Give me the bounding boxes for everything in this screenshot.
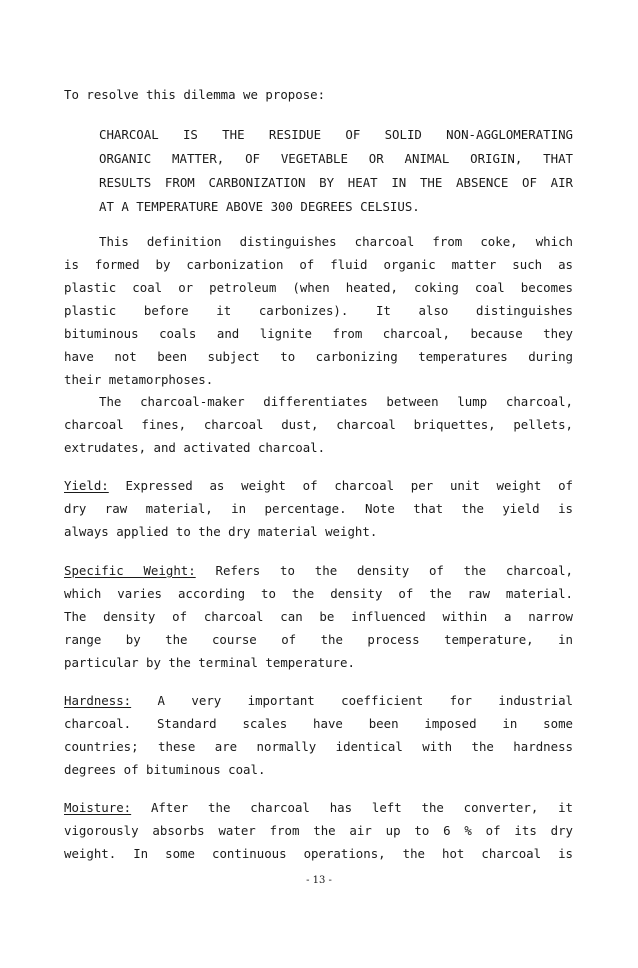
paragraph-line: extrudates, and activated charcoal.	[64, 440, 326, 455]
definition-line: ORGANIC MATTER, OF VEGETABLE OR ANIMAL ORIGIN, THAT	[99, 151, 573, 166]
paragraph-line: particular by the terminal temperature.	[64, 655, 355, 670]
paragraph-line: which varies according to the density of the raw material.	[64, 586, 573, 601]
term-moisture: Moisture:	[64, 800, 132, 815]
paragraph-line: their metamorphoses.	[64, 372, 214, 387]
paragraph-line: This definition distinguishes charcoal from coke, which	[99, 234, 573, 249]
paragraph-line: bituminous coals and lignite from charcoal, because they	[64, 326, 573, 341]
paragraph-line: plastic coal or petroleum (when heated, coking coal becomes	[64, 280, 573, 295]
paragraph-line: The density of charcoal can be influenced within a narrow	[64, 609, 573, 624]
paragraph-line: charcoal. Standard scales have been imposed in some	[64, 716, 573, 731]
paragraph-line: countries; these are normally identical with the hardness	[64, 739, 573, 754]
paragraph-line: range by the course of the process temperature, in	[64, 632, 573, 647]
paragraph-line: charcoal fines, charcoal dust, charcoal briquettes, pellets,	[64, 417, 573, 432]
paragraph-line: plastic before it carbonizes). It also distinguishes	[64, 303, 573, 318]
definition-line: CHARCOAL IS THE RESIDUE OF SOLID NON-AGGLOMERATING	[99, 127, 573, 142]
paragraph-line: Moisture: After the charcoal has left the converter, it	[64, 800, 573, 815]
paragraph-line: The charcoal-maker differentiates between lump charcoal,	[99, 394, 573, 409]
paragraph-line: degrees of bituminous coal.	[64, 762, 266, 777]
definition-line: AT A TEMPERATURE ABOVE 300 DEGREES CELSIUS.	[99, 199, 420, 214]
term-specific-weight: Specific Weight:	[64, 563, 196, 578]
term-yield: Yield:	[64, 478, 109, 493]
intro-line: To resolve this dilemma we propose:	[64, 87, 326, 102]
paragraph-line: is formed by carbonization of fluid organic matter such as	[64, 257, 573, 272]
paragraph-line: Specific Weight: Refers to the density of the charcoal,	[64, 563, 574, 578]
paragraph-line: vigorously absorbs water from the air up to 6 % of its dry	[64, 823, 573, 838]
paragraph-line: Hardness: A very important coefficient for industrial	[64, 693, 573, 708]
paragraph-line: dry raw material, in percentage. Note that the yield is	[64, 501, 573, 516]
page-number: - 13 -	[306, 875, 332, 886]
paragraph-line: weight. In some continuous operations, the hot charcoal is	[64, 846, 573, 861]
definition-line: RESULTS FROM CARBONIZATION BY HEAT IN THE ABSENCE OF AIR	[99, 175, 573, 190]
paragraph-line: always applied to the dry material weight.	[64, 524, 378, 539]
paragraph-line: Yield: Expressed as weight of charcoal per unit weight of	[64, 478, 573, 493]
paragraph-line: have not been subject to carbonizing temperatures during	[64, 349, 573, 364]
term-hardness: Hardness:	[64, 693, 132, 708]
